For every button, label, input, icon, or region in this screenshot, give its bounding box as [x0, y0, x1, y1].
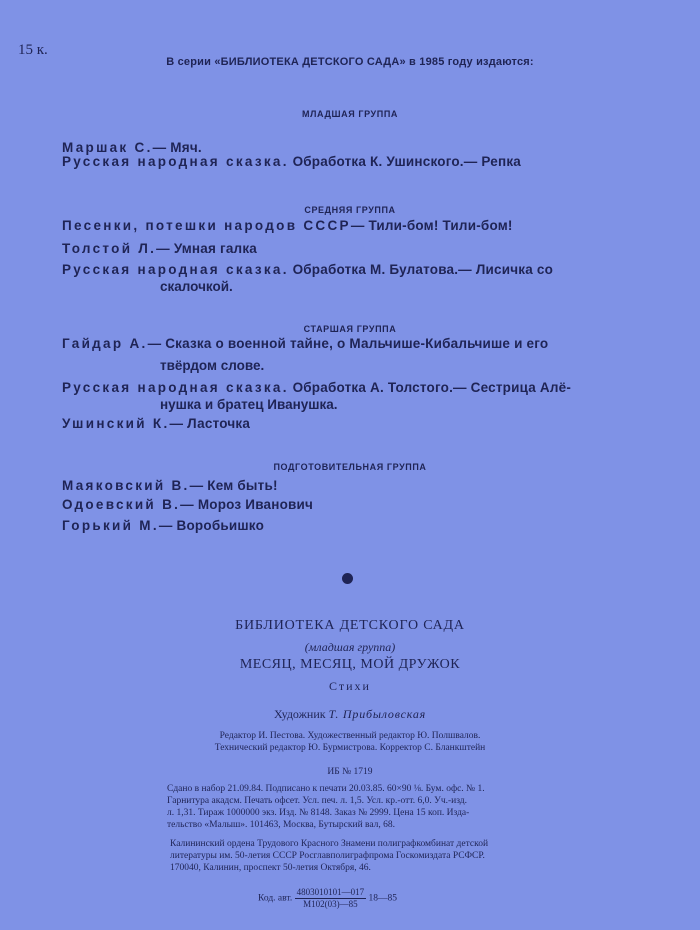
colophon-ib-number: ИБ № 1719	[327, 767, 373, 777]
colophon-editors-1: Редактор И. Пестова. Художественный редактор Ю. Полшвалов.	[219, 731, 481, 741]
series-header: В серии «БИБЛИОТЕКА ДЕТСКОГО САДА» в 1985 году издаются:	[166, 56, 534, 68]
colophon-editors-2: Технический редактор Ю. Бурмистрова. Корректор С. Бланкштейн	[214, 743, 486, 753]
list-item: Русская народная сказка. Обработка А. Толстого.— Сестрица Алё-	[62, 380, 572, 395]
colophon-genre: Стихи	[329, 679, 371, 693]
list-item: Горький М.— Воробьишко	[62, 518, 265, 533]
divider-dot	[342, 573, 353, 584]
colophon-series-title: БИБЛИОТЕКА ДЕТСКОГО САДА	[235, 618, 465, 633]
list-item-continuation: нушка и братец Иванушка.	[160, 397, 338, 412]
group-heading-middle: СРЕДНЯЯ ГРУППА	[304, 205, 396, 215]
colophon-code: Код. авт. $\frac{4803010101—017}{М102(03)—85}$ 18—85	[258, 887, 397, 909]
list-item-continuation: скалочкой.	[160, 279, 233, 294]
group-heading-senior: СТАРШАЯ ГРУППА	[303, 324, 397, 334]
list-item: Ушинский К.— Ласточка	[62, 416, 251, 431]
list-item: Русская народная сказка. Обработка М. Булатова.— Лисичка со	[62, 262, 554, 277]
colophon-book-title: МЕСЯЦ, МЕСЯЦ, МОЙ ДРУЖОК	[239, 657, 461, 672]
colophon-print-info: Сдано в набор 21.09.84. Подписано к печати 20.03.85. 60×90 ⅛. Бум. офс. № 1. Гарнитура акадсм. Печать офсет. Усл. печ. л. 1,5. Усл. кр.-отт. 6,0. Уч.-изд. л. 1,31. Тираж 1000000 экз. Изд. № 8148. Заказ № 2999. Цена 15 коп. Изда- тельство «Малыш». 101463, Москва, Бутырский вал, 68.	[167, 784, 485, 830]
colophon-artist: Художник Т. Прибыловская	[273, 707, 427, 721]
list-item: Русская народная сказка. Обработка К. Ушинского.— Репка	[62, 154, 521, 169]
group-heading-junior: МЛАДШАЯ ГРУППА	[302, 109, 398, 119]
price-label: 15 к.	[18, 42, 48, 58]
list-item: Толстой Л.— Умная галка	[62, 241, 257, 256]
list-item: Одоевский В.— Мороз Иванович	[62, 497, 314, 512]
colophon-printer-info: Калининский ордена Трудового Красного Знамени полиграфкомбинат детской литературы им. 50-летия СССР Росглавполиграфпрома Госкомиздата РСФСР. 170040, Калинин, проспект 50-летия Октября, 46.	[170, 839, 489, 873]
list-item: Гайдар А.— Сказка о военной тайне, о Мальчише-Кибальчише и его	[62, 336, 549, 351]
list-item: Маршак С.— Мяч.	[62, 140, 202, 155]
colophon-group: (младшая группа)	[304, 640, 396, 654]
list-item: Маяковский В.— Кем быть!	[62, 478, 278, 493]
list-item-continuation: твёрдом слове.	[160, 358, 265, 373]
group-heading-preparatory: ПОДГОТОВИТЕЛЬНАЯ ГРУППА	[273, 462, 427, 472]
list-item: Песенки, потешки народов СССР— Тили-бом! Тили-бом!	[62, 218, 513, 233]
